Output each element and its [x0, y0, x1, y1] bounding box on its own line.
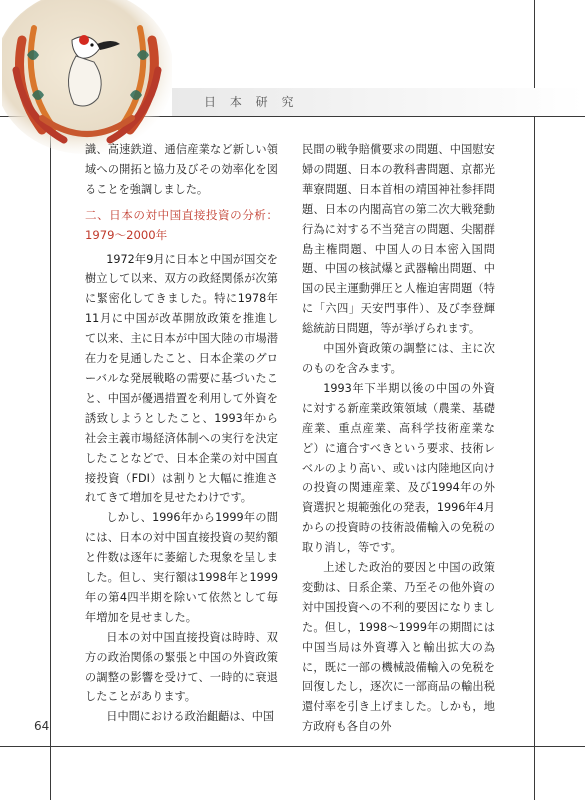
frame-right-line [534, 0, 535, 800]
paragraph: 民間の戦争賠償要求の問題、中国慰安婦の問題、日本の教科書問題、京都光華寮問題、日本首相の靖国神社参拝問題、日本の内閣高官の第二次大戦発動行為に対する不当発言の問題、尖閣群島主権問題、中国人の日本密入国問題、中国の核試爆と武器輸出問題、中国の民主運動弾圧と人権迫害問題（特に「六四」天安門事件）、及び李登輝総統訪日問題，等が挙げられます。 [302, 143, 495, 336]
paragraph: 識、高速鉄道、通信産業など新しい領域への開拓と協力及びその効率化を図ることを強調しました。 [85, 143, 278, 196]
right-text-column [302, 140, 495, 737]
page-number: 64 [34, 719, 50, 733]
paragraph: 日中間における政治齟齬は、中国 [106, 710, 275, 724]
paragraph: しかし、1996年から1999年の間には、日本の対中国直接投資の契約額と件数は逐年に萎縮した現象を呈しました。但し、実行額は1998年と1999年の第4四半期を除いて依然として毎年増加を見せました。 [85, 511, 278, 624]
crane-crest-emblem [2, 0, 172, 160]
section-header-label: 日 本 研 究 [204, 95, 299, 109]
paragraph: 上述した政治的要因と中国の政策変動は、日系企業、乃至その他外資の対中国投資への不利的要因になりました。但し，1998～1999年の期間には中国当局は外資導入と輸出拡大の為に，既に一部の機械設備輸入の免税を回復したし，逐次に一部商品の輸出税還付率を引き上げました。しかも，地方政府も各自の外 [302, 561, 495, 734]
paragraph: 1993年下半期以後の中国の外資に対する新産業政策領域（農業、基礎産業、重点産業、高科学技術産業など）に適合すべきという要求、技術レベルのより高い、或いは内陸地区向けの投資の関連産業、及び1994年の外資選択と規範強化の発表，1996年4月からの投資時の技術設備輸入の免税の取り消し，等です。 [302, 381, 495, 555]
section-heading: 二、日本の対中国直接投資の分析：1979～2000年 [85, 207, 278, 242]
paragraph: 1972年9月に日本と中国が国交を樹立して以来、双方の政経関係が次第に緊密化してきました。特に1978年11月に中国が改革開放政策を推進して以来、主に日本が中国大陸の市場潜在力を見通したこと、日本企業のグローバルな発展戦略の需要に基づいたこと、中国が優遇措置を利用して外資を誘致しようとしたこと、1993年から社会主義市場経済体制への実行を決定したことなどで、日本企業の対中国直接投資（FDI）は割りと大幅に推進されてきて増加を見せたわけです。 [85, 252, 278, 505]
paragraph: 日本の対中国直接投資は時時、双方の政治関係の緊張と中国の外資政策の調整の影響を受けて、一時的に衰退したことがあります。 [85, 630, 278, 704]
left-text-column [85, 140, 278, 727]
frame-horizontal-line-bottom [0, 746, 585, 747]
paragraph: 中国外資政策の調整には、主に次のものを含みます。 [302, 342, 495, 375]
